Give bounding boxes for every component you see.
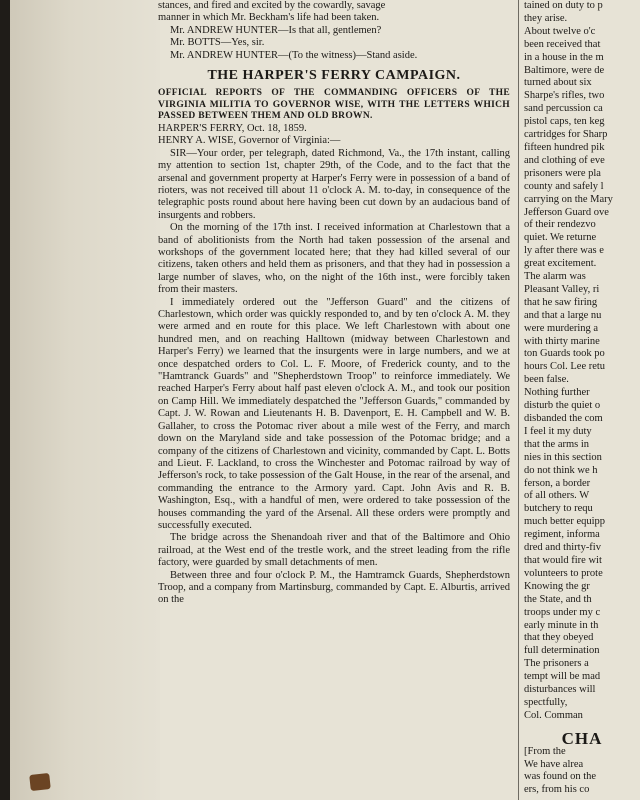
text-line: The alarm was xyxy=(524,271,586,283)
text-line: ly after there was e xyxy=(524,245,604,257)
text-line: regiment, informa xyxy=(524,529,600,541)
text-line: Baltimore, were de xyxy=(524,64,605,76)
text-line: troops under my c xyxy=(524,606,601,618)
dialogue-line: Mr. BOTTS—Yes, sir. xyxy=(170,37,265,49)
text-line: butchery to requ xyxy=(524,503,593,515)
column-rule xyxy=(518,0,519,800)
text-line: that would fire wit xyxy=(524,554,602,566)
text-line: much better equipp xyxy=(524,516,606,528)
text-line: ferson, a border xyxy=(524,477,591,489)
text-line: ers, from his co xyxy=(524,784,590,796)
article-headline: THE HARPER'S FERRY CAMPAIGN. xyxy=(207,68,461,84)
text-line: early minute in th xyxy=(524,619,599,631)
text-line: carrying on the Mary xyxy=(524,193,613,205)
text-line: We have alrea xyxy=(524,758,584,770)
text-line: cartridges for Sharp xyxy=(524,129,608,141)
text-line: tained on duty to p xyxy=(524,0,603,11)
text-line: dred and thirty-fiv xyxy=(524,542,601,554)
article-dateline: HARPER'S FERRY, Oct. 18, 1859. xyxy=(158,122,307,134)
text-line: do not think we h xyxy=(524,464,598,476)
text-line: Jefferson Guard ove xyxy=(524,206,609,218)
text-line: quiet. We returne xyxy=(524,232,597,244)
text-line: Sharpe's rifles, two xyxy=(524,90,605,102)
text-line: full determination xyxy=(524,645,600,657)
text-line: ton Guards took po xyxy=(524,348,605,360)
text-line: been received that xyxy=(524,38,601,50)
text-line: Pleasant Valley, ri xyxy=(524,283,600,295)
text-line: fifteen hundred pik xyxy=(524,141,605,153)
dialogue-line: Mr. ANDREW HUNTER—(To the witness)—Stand aside. xyxy=(170,49,418,61)
page-gutter-shadow xyxy=(10,0,160,800)
dialogue-line: Mr. ANDREW HUNTER—Is that all, gentlemen? xyxy=(170,24,382,36)
text-line: hours Col. Lee retu xyxy=(524,361,606,373)
text-line: of their rendezvo xyxy=(524,219,596,231)
article-paragraph: On the morning of the 17th inst. I received information at Charlestown that a band of abolitionists from the North had taken possession of the arsenal and workshops of the government located here; that they had killed several of our citizens, taken others and held them as prisoners, and that they had in possession a large number of slaves, who, on the night of the 16th inst., were forcibly taken from their masters. xyxy=(158,222,510,296)
text-line: of all others. W xyxy=(524,490,590,502)
text-line: Knowing the gr xyxy=(524,580,590,592)
text-line: sand percussion ca xyxy=(524,103,603,115)
text-line: prisoners were pla xyxy=(524,167,601,179)
text-line: The prisoners a xyxy=(524,658,589,670)
text-line: with thirty marine xyxy=(524,335,600,347)
text-line: volunteers to prote xyxy=(524,567,603,579)
text-line: in a house in the m xyxy=(524,51,604,63)
text-line: pistol caps, ten keg xyxy=(524,116,605,128)
adjacent-column xyxy=(524,0,640,800)
article-subhead: OFFICIAL REPORTS OF THE COMMANDING OFFICERS OF THE VIRGINIA MILITIA TO GOVERNOR WISE, WITH THE LETTERS WHICH PASSED BETWEEN THEM AND OLD BROWN. xyxy=(158,88,510,122)
text-line: I feel it my duty xyxy=(524,425,592,437)
top-lines xyxy=(158,0,510,25)
text-line: nies in this section xyxy=(524,451,602,463)
text-line: county and safely l xyxy=(524,180,604,192)
text-line: stances, and fired and excited by the cowardly, savage xyxy=(158,0,386,11)
text-line: spectfully, xyxy=(524,696,568,708)
text-line: disbanded the com xyxy=(524,413,603,424)
section-title: CHA xyxy=(561,728,603,748)
testimony-dialogue xyxy=(158,25,510,62)
text-line: that they obeyed xyxy=(524,632,594,644)
text-line: and that a large nu xyxy=(524,309,602,321)
article-column xyxy=(158,0,510,800)
text-line: been false. xyxy=(524,374,569,386)
section-text xyxy=(524,746,640,798)
article-paragraph: Between three and four o'clock P. M., the Hamtramck Guards, Shepherdstown Troop, and a company from Martinsburg, commanded by Capt. E. Alburtis, arrived on the xyxy=(158,569,510,606)
adjacent-column-text xyxy=(524,0,640,710)
text-line: tempt will be mad xyxy=(524,671,601,683)
article-salutation: HENRY A. WISE, Governor of Virginia:— xyxy=(158,135,341,147)
text-line: turned about six xyxy=(524,77,592,89)
article-paragraph: The bridge across the Shenandoah river and that of the Baltimore and Ohio railroad, at the West end of the trestle work, and the street leading from the rifle factory, were guarded by small detachments of men. xyxy=(158,532,510,569)
text-line: were murdering a xyxy=(524,322,599,334)
text-line: Nothing further xyxy=(524,387,590,399)
text-line: [From the xyxy=(524,745,566,757)
article-paragraph: SIR—Your order, per telegraph, dated Richmond, Va., the 17th instant, calling my attention to section 1st, chapter 29th, of the Code, and to the fact that the arsenal and government property at Harper's Ferry were in possession of a band of rioters, was not received till about 11 o'clock A. M. to-day, in consequence of the telegraphic posts round about here having been cut down by an audacious band of insurgents and robbers. xyxy=(158,147,510,221)
text-line: disturbances will xyxy=(524,684,596,696)
text-line: manner in which Mr. Beckham's life had been taken. xyxy=(158,12,380,24)
text-line: was found on the xyxy=(524,771,597,783)
text-line: great excitement. xyxy=(524,258,597,270)
article-body xyxy=(158,148,510,607)
text-line: and clothing of eve xyxy=(524,154,605,166)
text-line: that he saw firing xyxy=(524,296,598,308)
article-paragraph: I immediately ordered out the "Jefferson Guard" and the citizens of Charlestown, which order was quickly responded to, and by ten o'clock A. M. they were armed and en route for this place. We left Charlestown with about one hundred men, and on reaching Halltown (midway between Charlestown and Harper's Ferry) we learned that the insurgents were in large numbers, and we at once despatched orders to Col. L. F. Moore, of Frederick county, and to the "Hamtranck Guards" and "Shepherdstown Troop" to reinforce immediately. We reached Harper's Ferry about half past eleven o'clock A. M., and took our position on Camp Hill. We immediately despatched the "Jefferson Guards," commanded by Capt. J. W. Rowan and Lieutenants H. B. Davenport, E. H. Campbell and W. B. Gallaher, to cross the Potomac river about a mile west of the Ferry, and march down on the Maryland side and take possession of the Potomac bridge; and a company of the citizens of Charlestown and vicinity, commanded by Capt. L. Botts and Lieut. F. Lackland, to cross the Winchester and Potomac railroad by way of Jefferson's rock, to take possession of the Galt House, in the rear of the arsenal, and commanding the entrance to the Armory yard. Capt. John Avis and R. B. Washington, Esq., with a handful of men, were ordered to take possession of the houses commanding the yard of the Arsenal. All these orders were promptly and successfully executed. xyxy=(158,296,510,531)
text-line: that the arms in xyxy=(524,438,590,450)
text-line: About twelve o'c xyxy=(524,25,596,37)
ink-stain xyxy=(29,773,51,791)
text-line: the State, and th xyxy=(524,593,592,605)
text-line: disturb the quiet o xyxy=(524,400,601,412)
text-line: they arise. xyxy=(524,12,568,24)
newspaper-page xyxy=(10,0,640,800)
signature-line: Col. Comman xyxy=(524,709,583,721)
